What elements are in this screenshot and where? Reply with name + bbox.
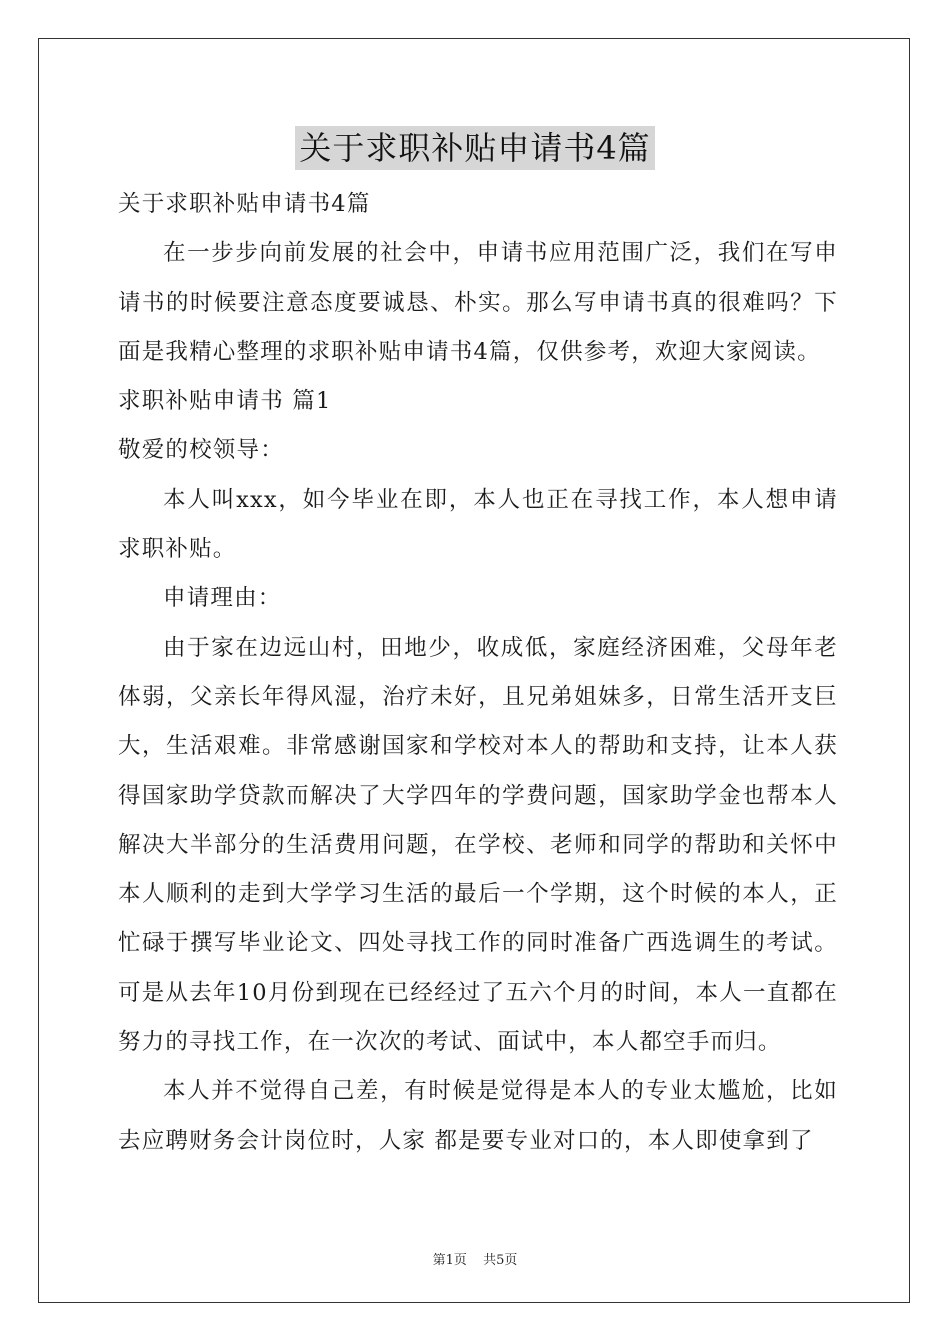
paragraph-request: 本人叫xxx，如今毕业在即，本人也正在寻找工作，本人想申请求职补贴。 (118, 486, 838, 563)
paragraph-continuation: 本人并不觉得自己差，有时候是觉得是本人的专业太尴尬，比如去应聘财务会计岗位时，人家 都是要专业对口的，本人即使拿到了 (118, 1078, 838, 1154)
page-footer (0, 1249, 950, 1268)
title-wrap (0, 126, 950, 170)
paragraph-reason: 由于家在边远山村，田地少，收成低，家庭经济困难，父母年老体弱，父亲长年得风湿，治疗未好，且兄弟姐妹多，日常生活开支巨大，生活艰难。非常感谢国家和学校对本人的帮助和支持，让本人获得国家助学贷款而解决了大学四年的学费问题，国家助学金也帮本人解决大半部分的生活费用问题，在学校、老师和同学的帮助和关怀中本人顺利的走到大学学习生活的最后一个学期，这个时候的本人，正忙碌于撰写毕业论文、四处寻找工作的同时准备广西选调生的考试。可是从去年10月份到现在已经经过了五六个月的时间，本人一直都在努力的寻找工作，在一次次的考试、面试中，本人都空手而归。 (118, 634, 838, 1056)
page-number: 第1页 (432, 1253, 467, 1268)
salutation: 敬爱的校领导： (118, 437, 284, 464)
document-body (118, 180, 838, 1166)
paragraph-subtitle: 关于求职补贴申请书4篇 (118, 191, 371, 217)
document-title: 关于求职补贴申请书4篇 (295, 126, 654, 170)
paragraph-intro: 在一步步向前发展的社会中，申请书应用范围广泛，我们在写申请书的时候要注意态度要诚恳、朴实。那么写申请书真的很难吗？下面是我精心整理的求职补贴申请书4篇，仅供参考，欢迎大家阅读。 (118, 240, 838, 365)
paragraph-reason-heading: 申请理由： (163, 585, 282, 612)
page-total: 共5页 (483, 1253, 518, 1268)
section-heading: 求职补贴申请书 篇1 (118, 388, 332, 415)
